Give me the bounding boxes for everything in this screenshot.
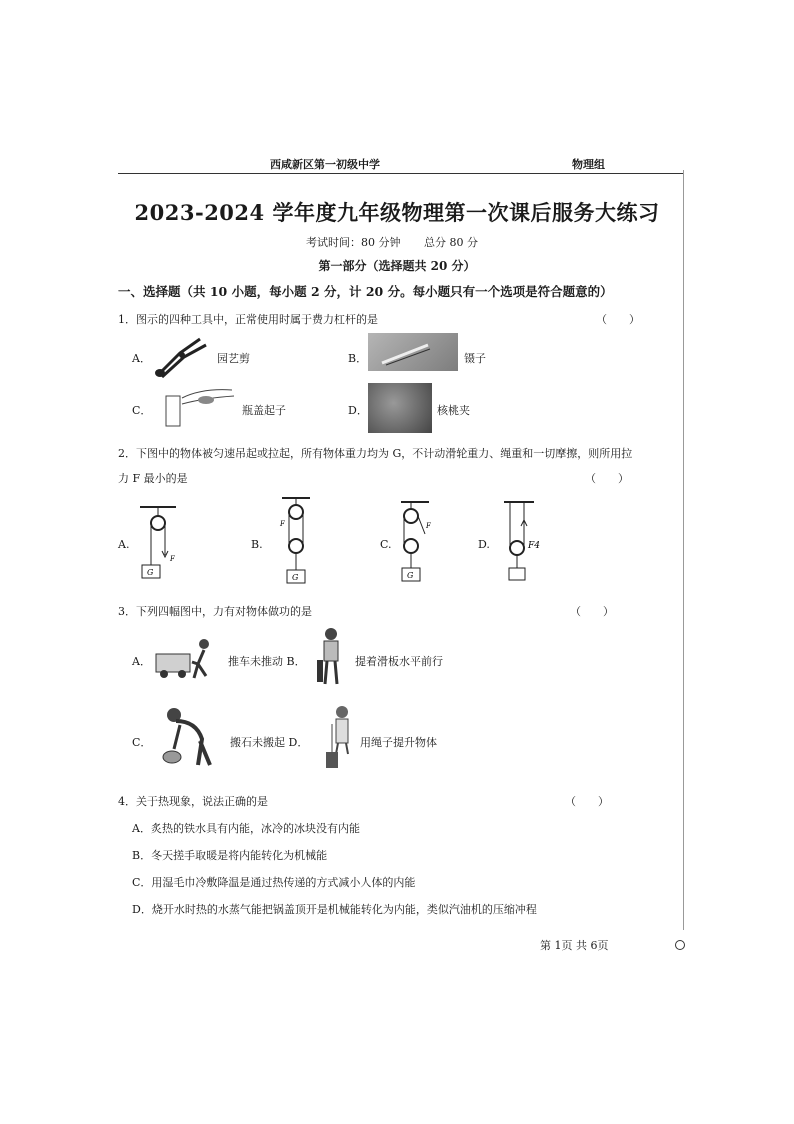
q1-option-a-label: 园艺剪 [217,352,250,365]
q1-option-c-label: 瓶盖起子 [242,404,286,417]
exam-title: 2023-2024 学年度九年级物理第一次课后服务大练习 [134,200,660,225]
q2-option-d-letter: D. [478,538,490,551]
school-name: 西咸新区第一初级中学 [270,158,380,171]
q1-option-d-label: 核桃夹 [437,404,470,417]
answer-paren-2: （ ） [585,472,629,485]
q1-option-c-letter: C． [132,404,152,417]
header-divider [118,173,684,174]
q3-option-b-label: 提着滑板水平前行 [355,655,443,668]
q4-option-d: D．烧开水时热的水蒸气能把锅盖顶开是机械能转化为内能，类似汽油机的压缩冲程 [132,903,537,916]
answer-paren-1: （ ） [596,313,640,326]
margin-line [683,170,684,930]
q3-option-a-letter: A． [132,655,151,668]
pushing-cart-image [154,636,220,680]
q3-option-c-letter: C． [132,736,152,749]
exam-total: 总分 80 分 [424,236,478,249]
rope-lifting-image [322,704,356,774]
q3-option-d-label: 用绳子提升物体 [360,736,437,749]
nutcracker-image [368,383,432,433]
question-3: 3．下列四幅图中，力有对物体做功的是 [118,605,312,618]
page-number: 第 1页 共 6页 [540,939,609,952]
question-2-line-2: 力 F 最小的是 [118,472,188,485]
subject-group: 物理组 [572,158,605,171]
q2-b-g-label: G [292,573,299,582]
carrying-skateboard-image [314,626,348,688]
q2-a-g-label: G [147,568,154,577]
question-4: 4．关于热现象，说法正确的是 [118,795,268,808]
binding-hole-icon [675,940,685,950]
q1-option-b-letter: B． [348,352,368,365]
part-heading: 第一部分（选择题共 20 分） [318,259,476,273]
q2-option-c-letter: C. [380,538,392,551]
q1-option-a-letter: A． [132,352,151,365]
lifting-stone-image [152,705,222,771]
tweezers-image [368,333,458,371]
q2-d-f4-label: F4 [528,541,540,551]
pulley-diagram-a [136,503,186,581]
exam-time: 考试时间：80 分钟 [306,236,401,249]
bottle-opener-image [152,384,238,428]
q3-option-c-label: 搬石未搬起 D． [230,736,309,749]
answer-paren-3: （ ） [570,605,614,618]
q2-c-f-label: F [426,522,431,530]
q4-option-b: B．冬天搓手取暖是将内能转化为机械能 [132,849,328,862]
pulley-diagram-b [276,494,316,586]
pulley-diagram-d [500,498,550,584]
garden-shears-image [152,333,212,379]
answer-paren-4: （ ） [565,795,609,808]
q2-c-g-label: G [407,571,414,580]
q2-b-f-label: F [280,520,285,528]
question-1: 1．图示的四种工具中，正常使用时属于费力杠杆的是 [118,313,378,326]
q4-option-a: A．炙热的铁水具有内能，冰冷的冰块没有内能 [132,822,360,835]
question-2-line-1: 2．下图中的物体被匀速吊起或拉起，所有物体重力均为 G，不计动滑轮重力、绳重和一切摩擦，则所用拉 [118,447,633,460]
q2-option-a-letter: A. [118,538,130,551]
pulley-diagram-c [395,498,435,584]
section-heading: 一、选择题（共 10 小题，每小题 2 分，计 20 分。每小题只有一个选项是符合题意的） [118,284,613,299]
q2-option-b-letter: B. [251,538,263,551]
q4-option-c: C．用湿毛巾冷敷降温是通过热传递的方式减小人体的内能 [132,876,416,889]
q1-option-b-label: 镊子 [464,352,486,365]
q1-option-d-letter: D． [348,404,368,417]
q3-option-a-label: 推车未推动 B． [228,655,306,668]
q2-a-f-label: F [170,555,175,563]
